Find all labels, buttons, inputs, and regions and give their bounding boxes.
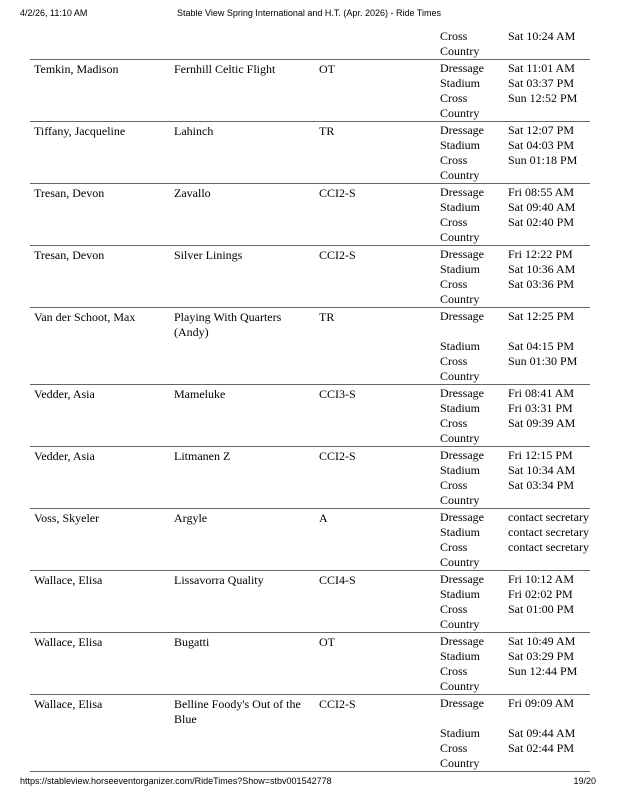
phase-time: Fri 08:55 AM xyxy=(508,185,575,199)
phase-time: Sat 01:00 PM xyxy=(508,602,575,616)
phase-name: Stadium xyxy=(440,339,481,353)
phase-times xyxy=(440,571,590,632)
phase-name: Cross Country xyxy=(440,741,480,770)
phase-name: Stadium xyxy=(440,262,481,276)
phase-name: Dressage xyxy=(440,572,484,586)
page-url: https://stableview.horseeventorganizer.com/RideTimes?Show=stbv001542778 xyxy=(20,776,332,786)
rider-name: Wallace, Elisa xyxy=(34,635,103,649)
phase-time: Sun 12:52 PM xyxy=(508,91,578,105)
phase-time: Sun 01:30 PM xyxy=(508,354,578,368)
phase-time: Fri 12:15 PM xyxy=(508,448,573,462)
phase-name: Cross Country xyxy=(440,354,480,383)
phase-entry xyxy=(440,76,590,91)
table-row xyxy=(30,246,590,308)
phase-name: Stadium xyxy=(440,138,481,152)
page-number: 19/20 xyxy=(573,776,596,786)
phase-entry xyxy=(440,247,590,262)
phase-entry xyxy=(440,634,590,649)
division: TR xyxy=(319,124,335,138)
phase-name: Dressage xyxy=(440,247,484,261)
phase-name: Dressage xyxy=(440,386,484,400)
phase-times xyxy=(440,385,590,446)
rider-name: Voss, Skyeler xyxy=(34,511,100,525)
table-row xyxy=(30,60,590,122)
phase-entry xyxy=(440,649,590,664)
table-row xyxy=(30,571,590,633)
phase-time: Sat 10:49 AM xyxy=(508,634,576,648)
phase-name: Stadium xyxy=(440,463,481,477)
horse-name: Argyle xyxy=(174,511,208,525)
phase-time: Sat 12:07 PM xyxy=(508,123,575,137)
phase-time: Fri 10:12 AM xyxy=(508,572,575,586)
phase-time: Sat 10:34 AM xyxy=(508,463,576,477)
phase-entry xyxy=(440,185,590,200)
phase-time: Sat 09:39 AM xyxy=(508,416,576,430)
table-row xyxy=(30,385,590,447)
table-row xyxy=(30,509,590,571)
phase-time: Sat 03:29 PM xyxy=(508,649,575,663)
phase-name: Dressage xyxy=(440,309,484,323)
division: TR xyxy=(319,310,335,324)
phase-entry xyxy=(440,200,590,215)
phase-times xyxy=(440,695,590,771)
phase-times xyxy=(440,28,590,59)
phase-times xyxy=(440,308,590,384)
horse-name: Playing With Quarters (Andy) xyxy=(174,310,282,339)
phase-name: Stadium xyxy=(440,401,481,415)
phase-name: Stadium xyxy=(440,587,481,601)
division: CCI2-S xyxy=(319,449,356,463)
phase-time: Sat 10:24 AM xyxy=(508,29,576,43)
phase-name: Cross Country xyxy=(440,215,480,244)
phase-entry xyxy=(440,741,590,771)
rider-name: Vedder, Asia xyxy=(34,387,95,401)
table-row xyxy=(30,447,590,509)
horse-name: Lissavorra Quality xyxy=(174,573,264,587)
phase-entry xyxy=(440,478,590,508)
phase-time: Fri 02:02 PM xyxy=(508,587,573,601)
phase-name: Cross Country xyxy=(440,540,480,569)
horse-name: Belline Foody's Out of the Blue xyxy=(174,697,301,726)
phase-time: Sat 03:34 PM xyxy=(508,478,575,492)
division: OT xyxy=(319,62,335,76)
phase-name: Cross Country xyxy=(440,277,480,306)
phase-entry xyxy=(440,540,590,570)
rider-name xyxy=(30,28,174,59)
phase-times xyxy=(440,509,590,570)
phase-name: Dressage xyxy=(440,123,484,137)
phase-name: Cross Country xyxy=(440,153,480,182)
phase-times xyxy=(440,184,590,245)
phase-time: Sun 12:44 PM xyxy=(508,664,578,678)
phase-entry xyxy=(440,215,590,245)
rider-name: Wallace, Elisa xyxy=(34,573,103,587)
horse-name: Fernhill Celtic Flight xyxy=(174,62,276,76)
phase-time: Sat 04:03 PM xyxy=(508,138,575,152)
phase-name: Stadium xyxy=(440,200,481,214)
horse-name: Lahinch xyxy=(174,124,214,138)
division: A xyxy=(319,511,328,525)
rider-name: Tiffany, Jacqueline xyxy=(34,124,126,138)
horse-name: Silver Linings xyxy=(174,248,243,262)
table-row xyxy=(30,28,590,60)
phase-name: Cross Country xyxy=(440,91,480,120)
phase-entry xyxy=(440,416,590,446)
division: CCI4-S xyxy=(319,573,356,587)
phase-time: Sun 01:18 PM xyxy=(508,153,578,167)
phase-entry xyxy=(440,123,590,138)
phase-name: Dressage xyxy=(440,185,484,199)
phase-time: Fri 08:41 AM xyxy=(508,386,575,400)
print-datetime: 4/2/26, 11:10 AM xyxy=(20,8,88,18)
phase-entry xyxy=(440,277,590,307)
phase-entry xyxy=(440,339,590,354)
table-row xyxy=(30,695,590,772)
phase-time: Sat 09:40 AM xyxy=(508,200,576,214)
phase-time: Sat 02:44 PM xyxy=(508,741,575,755)
phase-times xyxy=(440,122,590,183)
rider-name: Tresan, Devon xyxy=(34,248,105,262)
phase-entry xyxy=(440,262,590,277)
phase-entry xyxy=(440,386,590,401)
phase-entry xyxy=(440,29,590,59)
phase-name: Cross Country xyxy=(440,478,480,507)
phase-time: Sat 09:44 AM xyxy=(508,726,576,740)
phase-times xyxy=(440,246,590,307)
table-row xyxy=(30,184,590,246)
table-row xyxy=(30,633,590,695)
phase-entry xyxy=(440,153,590,183)
division: CCI2-S xyxy=(319,186,356,200)
page-header xyxy=(0,8,618,22)
phase-time: Fri 12:22 PM xyxy=(508,247,573,261)
phase-time: Sat 03:36 PM xyxy=(508,277,575,291)
phase-time: contact secretary xyxy=(508,510,589,524)
phase-entry xyxy=(440,572,590,587)
phase-entry xyxy=(440,401,590,416)
phase-time: Sat 04:15 PM xyxy=(508,339,575,353)
division: CCI2-S xyxy=(319,248,356,262)
phase-times xyxy=(440,60,590,121)
phase-entry xyxy=(440,664,590,694)
division: CCI2-S xyxy=(319,697,356,711)
phase-entry xyxy=(440,696,590,726)
table-row xyxy=(30,122,590,184)
phase-time: Sat 12:25 PM xyxy=(508,309,575,323)
rider-name: Tresan, Devon xyxy=(34,186,105,200)
page-footer xyxy=(0,776,618,790)
phase-name: Dressage xyxy=(440,61,484,75)
phase-times xyxy=(440,447,590,508)
horse-name xyxy=(174,28,319,59)
phase-time: Sat 02:40 PM xyxy=(508,215,575,229)
phase-time: Sat 11:01 AM xyxy=(508,61,575,75)
phase-entry xyxy=(440,602,590,632)
phase-entry xyxy=(440,309,590,339)
horse-name: Zavallo xyxy=(174,186,211,200)
phase-time: Fri 09:09 AM xyxy=(508,696,575,710)
phase-name: Dressage xyxy=(440,448,484,462)
rider-name: Temkin, Madison xyxy=(34,62,119,76)
phase-name: Cross Country xyxy=(440,664,480,693)
phase-entry xyxy=(440,448,590,463)
horse-name: Mameluke xyxy=(174,387,226,401)
rider-name: Vedder, Asia xyxy=(34,449,95,463)
phase-entry xyxy=(440,463,590,478)
phase-entry xyxy=(440,510,590,525)
division xyxy=(319,28,440,59)
division: CCI3-S xyxy=(319,387,356,401)
phase-time: Sat 10:36 AM xyxy=(508,262,576,276)
phase-entry xyxy=(440,138,590,153)
phase-name: Stadium xyxy=(440,649,481,663)
phase-entry xyxy=(440,91,590,121)
phase-name: Dressage xyxy=(440,696,484,710)
phase-times xyxy=(440,633,590,694)
phase-name: Stadium xyxy=(440,726,481,740)
phase-name: Dressage xyxy=(440,634,484,648)
phase-time: Fri 03:31 PM xyxy=(508,401,573,415)
table-row xyxy=(30,308,590,385)
ride-times-table xyxy=(30,28,590,772)
phase-name: Dressage xyxy=(440,510,484,524)
phase-name: Stadium xyxy=(440,76,481,90)
phase-entry xyxy=(440,587,590,602)
phase-time: contact secretary xyxy=(508,525,589,539)
phase-entry xyxy=(440,726,590,741)
phase-entry xyxy=(440,61,590,76)
phase-entry xyxy=(440,525,590,540)
page-title: Stable View Spring International and H.T. (Apr. 2026) - Ride Times xyxy=(177,8,441,18)
phase-time: contact secretary xyxy=(508,540,589,554)
phase-time: Sat 03:37 PM xyxy=(508,76,575,90)
rider-name: Van der Schoot, Max xyxy=(34,310,136,324)
rider-name: Wallace, Elisa xyxy=(34,697,103,711)
horse-name: Litmanen Z xyxy=(174,449,231,463)
division: OT xyxy=(319,635,335,649)
phase-name: Cross Country xyxy=(440,602,480,631)
phase-entry xyxy=(440,354,590,384)
phase-name: Stadium xyxy=(440,525,481,539)
horse-name: Bugatti xyxy=(174,635,210,649)
phase-name: Cross Country xyxy=(440,416,480,445)
phase-name: Cross Country xyxy=(440,29,480,58)
